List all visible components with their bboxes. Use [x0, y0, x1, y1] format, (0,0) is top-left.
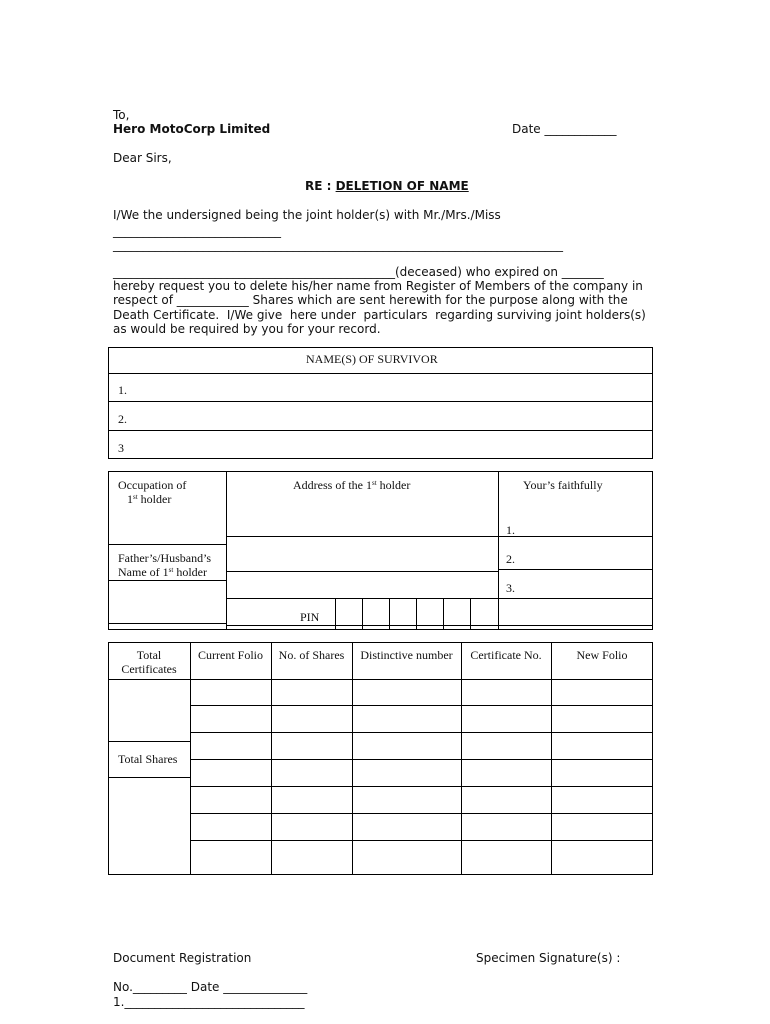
- signature-line-1: 1.______________________________: [113, 995, 305, 1009]
- col-header-total-certificates: Total Certificates: [121, 648, 177, 676]
- registration-no-date: No._________ Date ______________: [113, 980, 308, 994]
- col-header-current-folio: Current Folio: [198, 648, 263, 662]
- address-sup: st: [371, 479, 377, 487]
- table-divider: [108, 777, 190, 778]
- table-divider: [226, 598, 653, 599]
- table-divider: [498, 471, 499, 630]
- father-rest: holder: [173, 565, 207, 579]
- table-divider: [226, 471, 227, 630]
- survivor-row-2: 2.: [118, 412, 127, 426]
- document-registration-label: Document Registration: [113, 951, 252, 965]
- table-divider: [108, 580, 226, 581]
- signature-row-2: 2.: [506, 552, 515, 566]
- table-divider: [108, 430, 653, 431]
- pin-box-divider: [335, 598, 336, 630]
- occupation-rest: holder: [137, 492, 172, 506]
- signature-row-1: 1.: [506, 523, 515, 537]
- specimen-signature-label: Specimen Signature(s) :: [476, 951, 621, 965]
- father-line-2: Name of 1: [118, 565, 169, 579]
- table-divider: [108, 373, 653, 374]
- table-divider: [190, 813, 653, 814]
- table-divider: [190, 759, 653, 760]
- table-divider: [190, 705, 653, 706]
- pin-label: PIN: [300, 610, 320, 624]
- subject-prefix: RE :: [305, 179, 336, 193]
- survivor-header: NAME(S) OF SURVIVOR: [306, 352, 438, 366]
- salutation: Dear Sirs,: [113, 151, 172, 165]
- body-line-8: as would be required by you for your record.: [113, 322, 381, 336]
- body-line-2: ____________________________: [113, 224, 281, 238]
- date-field: Date ____________: [512, 122, 617, 136]
- signature-row-3: 3.: [506, 581, 515, 595]
- father-label: [118, 551, 211, 579]
- company-name: Hero MotoCorp Limited: [113, 122, 271, 136]
- table-divider: [226, 571, 498, 572]
- table-divider: [108, 401, 653, 402]
- subject-title: DELETION OF NAME: [335, 179, 469, 193]
- survivor-row-1: 1.: [118, 383, 127, 397]
- body-line-4: _______________________________________________(deceased) who expired on _______: [113, 265, 604, 279]
- yours-faithfully: Your’s faithfully: [523, 478, 603, 492]
- body-line-6: respect of ____________ Shares which are sent herewith for the purpose along with the: [113, 293, 628, 307]
- body-line-7: Death Certificate. I/We give here under particulars regarding surviving joint holders(s): [113, 308, 646, 322]
- subject-line: [305, 179, 469, 194]
- table-divider: [226, 625, 653, 626]
- col-header-new-folio: New Folio: [576, 648, 628, 662]
- table-divider: [108, 544, 226, 545]
- table-divider: [226, 536, 653, 537]
- address-label: [293, 478, 410, 492]
- table-divider: [108, 741, 190, 742]
- table-divider: [108, 623, 226, 624]
- pin-box-divider: [443, 598, 444, 630]
- pin-box-divider: [416, 598, 417, 630]
- occupation-ordinal: 1: [127, 492, 133, 506]
- table-divider: [190, 840, 653, 841]
- pin-box-divider: [389, 598, 390, 630]
- pin-box-divider: [470, 598, 471, 630]
- father-line-1: Father’s/Husband’s: [118, 551, 212, 565]
- col-header-no-of-shares: No. of Shares: [278, 648, 345, 662]
- col-header-certificate-no: Certificate No.: [470, 648, 542, 662]
- table-divider: [108, 679, 653, 680]
- table-divider: [498, 569, 653, 570]
- pin-box-divider: [362, 598, 363, 630]
- address-text: Address of the 1: [293, 478, 372, 492]
- table-divider: [190, 786, 653, 787]
- occupation-sup: st: [133, 493, 138, 501]
- total-shares-label: Total Shares: [118, 752, 178, 766]
- body-line-5: hereby request you to delete his/her name from Register of Members of the company in: [113, 279, 643, 293]
- occupation-label: [118, 478, 186, 506]
- table-divider: [190, 732, 653, 733]
- occupation-line-1: Occupation of: [118, 478, 187, 492]
- col-header-distinctive-number: Distinctive number: [360, 648, 453, 662]
- to-label: To,: [113, 108, 130, 122]
- address-rest: holder: [376, 478, 411, 492]
- body-line-3: ___________________________________________________________________________: [113, 238, 563, 252]
- survivor-row-3: 3: [118, 441, 124, 455]
- body-line-1: I/We the undersigned being the joint holder(s) with Mr./Mrs./Miss: [113, 208, 501, 222]
- father-sup: st: [168, 566, 174, 574]
